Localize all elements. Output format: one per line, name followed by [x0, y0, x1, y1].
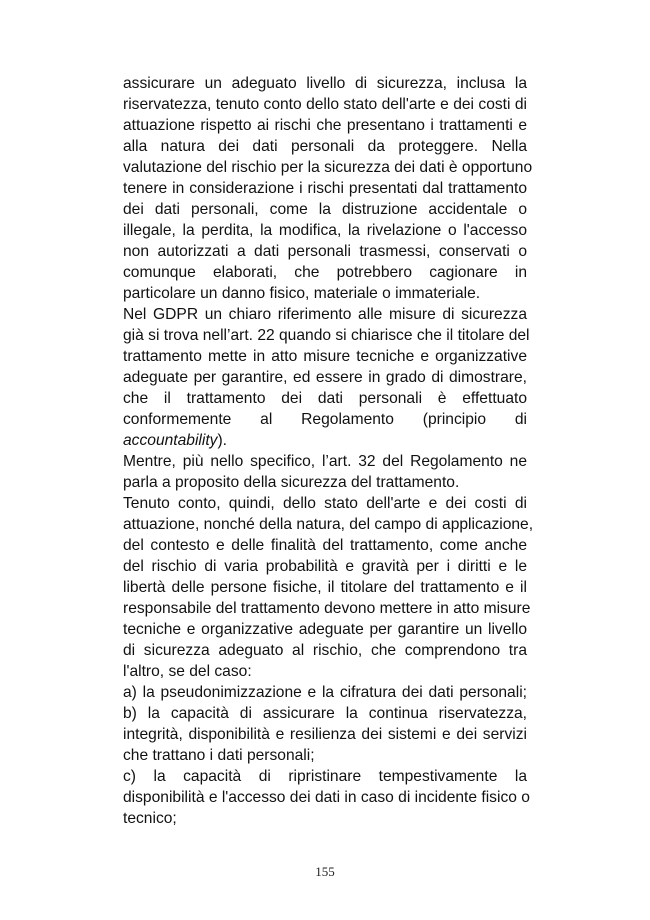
text-line: libertà delle persone fisiche, il titolare del trattamento e il — [123, 579, 527, 596]
text-line: valutazione del rischio per la sicurezza dei dati è opportuno — [123, 159, 533, 176]
text-line: che trattano i dati personali; — [123, 747, 315, 764]
text-line: responsabile del trattamento devono mettere in atto misure — [123, 600, 531, 617]
text-line: del contesto e delle finalità del trattamento, come anche — [123, 537, 527, 554]
text-line: Mentre, più nello specifico, l’art. 32 del Regolamento ne — [123, 453, 527, 470]
text-line: comunque elaborati, che potrebbero cagionare in — [123, 264, 527, 281]
text-line: del rischio di varia probabilità e gravità per i diritti e le — [123, 558, 527, 575]
text-line: tenere in considerazione i rischi presentati dal trattamento — [123, 180, 527, 197]
text-line: Tenuto conto, quindi, dello stato dell'arte e dei costi di — [123, 495, 527, 512]
text-line: a) la pseudonimizzazione e la cifratura dei dati personali; — [123, 684, 527, 701]
text-line: adeguate per garantire, ed essere in grado di dimostrare, — [123, 369, 527, 386]
page-number: 155 — [315, 864, 335, 879]
text-line: conformemente al Regolamento (principio di — [123, 411, 527, 428]
text-line: di sicurezza adeguato al rischio, che comprendono tra — [123, 642, 527, 659]
text-line: assicurare un adeguato livello di sicurezza, inclusa la — [123, 75, 527, 92]
text-line: particolare un danno fisico, materiale o immateriale. — [123, 285, 481, 302]
text-line: Nel GDPR un chiaro riferimento alle misure di sicurezza — [123, 306, 527, 323]
text-line: l'altro, se del caso: — [123, 663, 252, 680]
text-line: b) la capacità di assicurare la continua riservatezza, — [123, 705, 527, 722]
text-line: tecnico; — [123, 810, 177, 827]
text-line: trattamento mette in atto misure tecniche e organizzative — [123, 348, 527, 365]
text-fragment: ). — [217, 432, 228, 449]
text-line: dei dati personali, come la distruzione accidentale o — [123, 201, 527, 218]
text-line: tecniche e organizzative adeguate per garantire un livello — [123, 621, 527, 638]
text-line: che il trattamento dei dati personali è effettuato — [123, 390, 527, 407]
text-line: c) la capacità di ripristinare tempestivamente la — [123, 768, 527, 785]
text-line: illegale, la perdita, la modifica, la rivelazione o l'accesso — [123, 222, 527, 239]
text-line: attuazione, nonché della natura, del campo di applicazione, — [123, 516, 534, 533]
text-line: riservatezza, tenuto conto dello stato dell'arte e dei costi di — [123, 96, 527, 113]
text-line: disponibilità e l'accesso dei dati in caso di incidente fisico o — [123, 789, 530, 806]
text-line: non autorizzati a dati personali trasmessi, conservati o — [123, 243, 527, 260]
accountability-term: accountability — [123, 432, 218, 449]
text-line: già si trova nell’art. 22 quando si chiarisce che il titolare del — [123, 327, 530, 344]
text-line: attuazione rispetto ai rischi che presentano i trattamenti e — [123, 117, 527, 134]
body-text — [123, 73, 534, 829]
text-line: parla a proposito della sicurezza del trattamento. — [123, 474, 460, 491]
text-line: alla natura dei dati personali da proteggere. Nella — [123, 138, 527, 155]
text-line — [123, 430, 527, 451]
text-line: integrità, disponibilità e resilienza dei sistemi e dei servizi — [123, 726, 527, 743]
